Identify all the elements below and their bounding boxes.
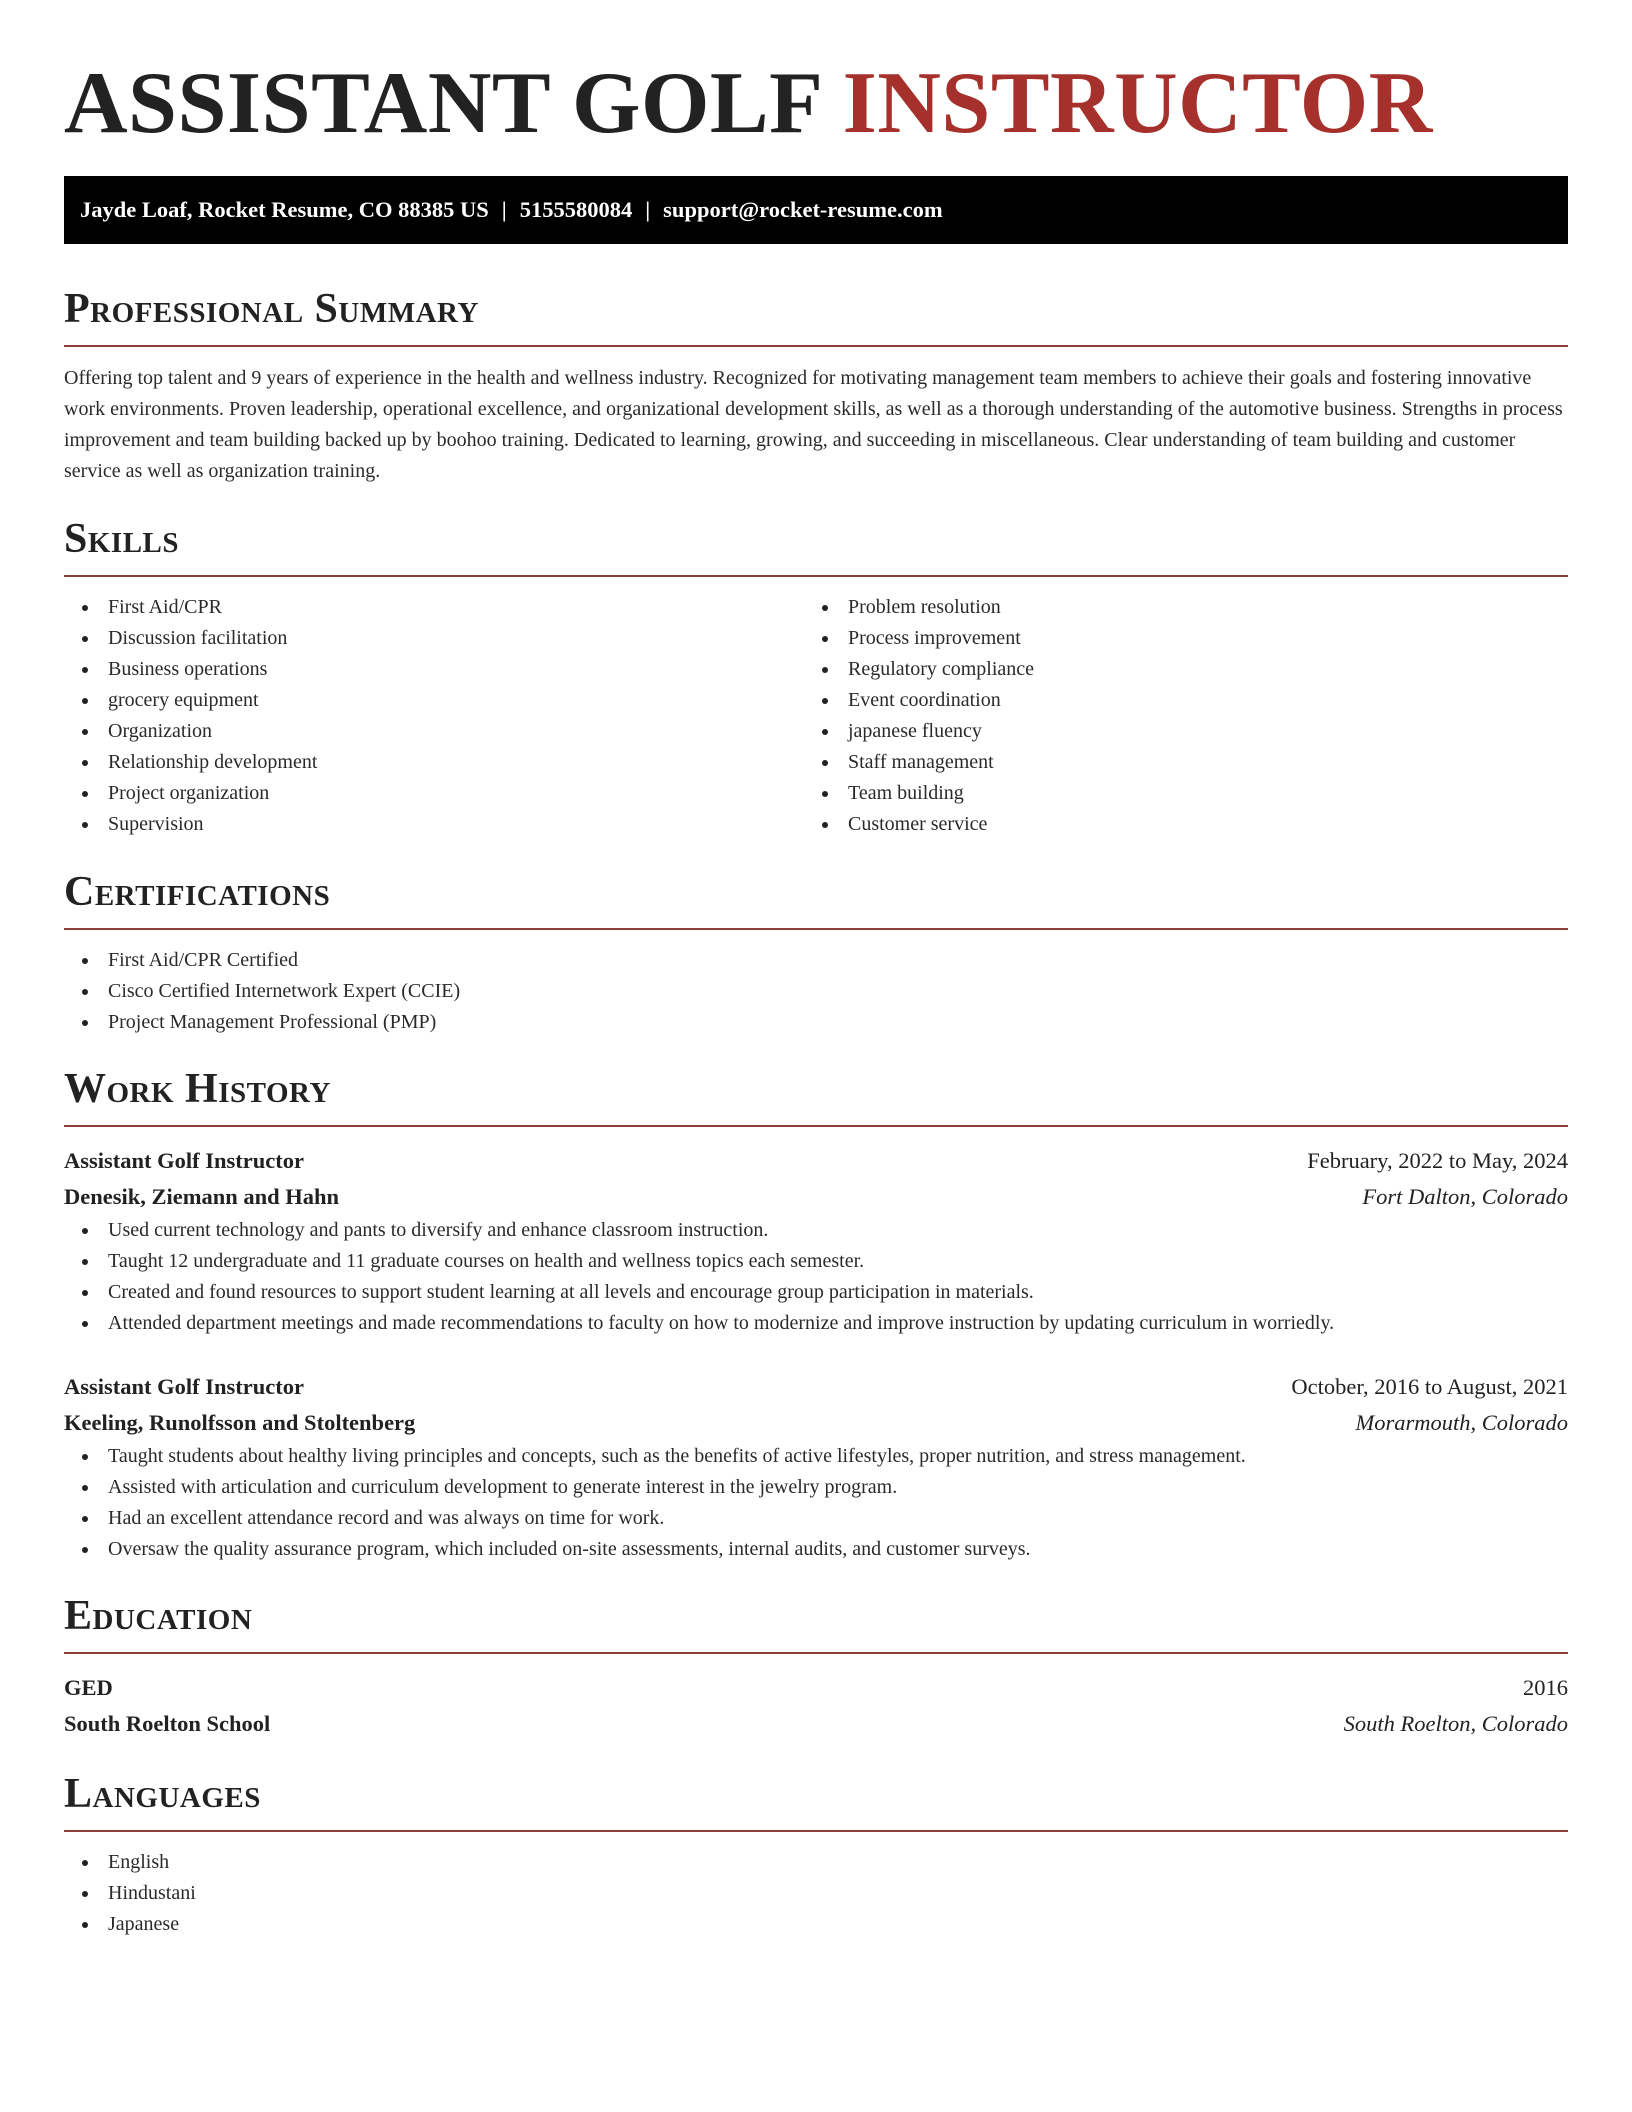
section-divider xyxy=(64,1125,1568,1127)
skill-item: Project organization xyxy=(64,778,804,809)
language-item: Hindustani xyxy=(64,1878,1568,1909)
title-accent: INSTRUCTOR xyxy=(842,55,1433,152)
job-company-row xyxy=(64,1179,1568,1215)
skill-item: Customer service xyxy=(804,809,1544,840)
education-degree: GED xyxy=(64,1675,113,1700)
contact-email[interactable]: support@rocket-resume.com xyxy=(663,197,943,222)
job-bullets xyxy=(64,1441,1568,1565)
skill-item: Supervision xyxy=(64,809,804,840)
certification-item: First Aid/CPR Certified xyxy=(64,945,1568,976)
skill-item: Problem resolution xyxy=(804,592,1544,623)
skills-section xyxy=(64,514,1568,840)
education-section xyxy=(64,1591,1568,1742)
job-bullet: Used current technology and pants to diversify and enhance classroom instruction. xyxy=(64,1215,1568,1246)
section-heading-languages: Languages xyxy=(64,1771,261,1817)
section-divider xyxy=(64,575,1568,577)
job-entry xyxy=(64,1369,1568,1565)
section-heading-work-history: Work History xyxy=(64,1066,331,1112)
job-dates: October, 2016 to August, 2021 xyxy=(1291,1374,1568,1399)
job-bullet: Created and found resources to support student learning at all levels and encourage group participation in materials. xyxy=(64,1277,1568,1308)
languages-section xyxy=(64,1769,1568,1940)
job-bullet: Taught students about healthy living principles and concepts, such as the benefits of active lifestyles, proper nutrition, and stress management. xyxy=(64,1441,1568,1472)
certifications-list xyxy=(64,945,1568,1038)
job-dates: February, 2022 to May, 2024 xyxy=(1307,1148,1568,1173)
job-header-row xyxy=(64,1369,1568,1405)
language-item: English xyxy=(64,1847,1568,1878)
education-school: South Roelton School xyxy=(64,1711,271,1736)
skills-list-right xyxy=(804,592,1544,840)
work-history-section xyxy=(64,1064,1568,1565)
skill-item: Staff management xyxy=(804,747,1544,778)
summary-text: Offering top talent and 9 years of experience in the health and wellness industry. Recognized for motivating management team members to achieve their goals and fostering innovative work environments. Proven leadership, operational excellence, and organizational development skills, as well as a thorough understanding of the automotive business. Strengths in process improvement and team building backed up by boohoo training. Dedicated to learning, growing, and succeeding in miscellaneous. Clear understanding of team building and customer service as well as organization training. xyxy=(64,367,1563,482)
job-bullet: Attended department meetings and made recommendations to faculty on how to modernize and improve instruction by updating curriculum in worriedly. xyxy=(64,1308,1568,1339)
certification-item: Cisco Certified Internetwork Expert (CCIE) xyxy=(64,976,1568,1007)
languages-list xyxy=(64,1847,1568,1940)
skill-item: Relationship development xyxy=(64,747,804,778)
section-divider xyxy=(64,928,1568,930)
job-bullet: Assisted with articulation and curriculum development to generate interest in the jewelry program. xyxy=(64,1472,1568,1503)
skills-grid xyxy=(64,592,1568,840)
contact-address: Jayde Loaf, Rocket Resume, CO 88385 US xyxy=(80,197,489,222)
skill-item: Regulatory compliance xyxy=(804,654,1544,685)
job-header-row xyxy=(64,1143,1568,1179)
certification-item: Project Management Professional (PMP) xyxy=(64,1007,1568,1038)
contact-separator: | xyxy=(501,197,507,222)
contact-phone: 5155580084 xyxy=(519,197,633,222)
job-bullet: Had an excellent attendance record and was always on time for work. xyxy=(64,1503,1568,1534)
job-bullet: Oversaw the quality assurance program, which included on-site assessments, internal audits, and customer surveys. xyxy=(64,1534,1568,1565)
skills-list-left xyxy=(64,592,804,840)
contact-bar xyxy=(64,176,1568,244)
education-school-row xyxy=(64,1706,1568,1742)
job-entry xyxy=(64,1143,1568,1339)
skill-item: Team building xyxy=(804,778,1544,809)
title-main: ASSISTANT GOLF xyxy=(64,55,821,152)
skill-item: First Aid/CPR xyxy=(64,592,804,623)
education-entry xyxy=(64,1670,1568,1742)
job-location: Morarmouth, Colorado xyxy=(1355,1410,1568,1435)
skill-item: Business operations xyxy=(64,654,804,685)
education-year: 2016 xyxy=(1523,1675,1568,1700)
section-heading-skills: Skills xyxy=(64,516,180,562)
job-title: Assistant Golf Instructor xyxy=(64,1374,304,1399)
skill-item: Event coordination xyxy=(804,685,1544,716)
job-bullet: Taught 12 undergraduate and 11 graduate courses on health and wellness topics each semester. xyxy=(64,1246,1568,1277)
job-bullets xyxy=(64,1215,1568,1339)
education-location: South Roelton, Colorado xyxy=(1343,1711,1568,1736)
contact-separator: | xyxy=(645,197,651,222)
language-item: Japanese xyxy=(64,1909,1568,1940)
job-title: Assistant Golf Instructor xyxy=(64,1148,304,1173)
section-divider xyxy=(64,1830,1568,1832)
resume-title xyxy=(64,54,1568,154)
section-divider xyxy=(64,345,1568,347)
section-divider xyxy=(64,1652,1568,1654)
skill-item: Process improvement xyxy=(804,623,1544,654)
job-company-row xyxy=(64,1405,1568,1441)
skill-item: Organization xyxy=(64,716,804,747)
job-company: Keeling, Runolfsson and Stoltenberg xyxy=(64,1410,416,1435)
skill-item: grocery equipment xyxy=(64,685,804,716)
skill-item: Discussion facilitation xyxy=(64,623,804,654)
skill-item: japanese fluency xyxy=(804,716,1544,747)
section-heading-education: Education xyxy=(64,1593,253,1639)
job-location: Fort Dalton, Colorado xyxy=(1362,1184,1568,1209)
education-header-row xyxy=(64,1670,1568,1706)
job-company: Denesik, Ziemann and Hahn xyxy=(64,1184,340,1209)
section-heading-certifications: Certifications xyxy=(64,869,331,915)
certifications-section xyxy=(64,867,1568,1038)
summary-section xyxy=(64,284,1568,487)
section-heading-summary: Professional Summary xyxy=(64,286,479,332)
